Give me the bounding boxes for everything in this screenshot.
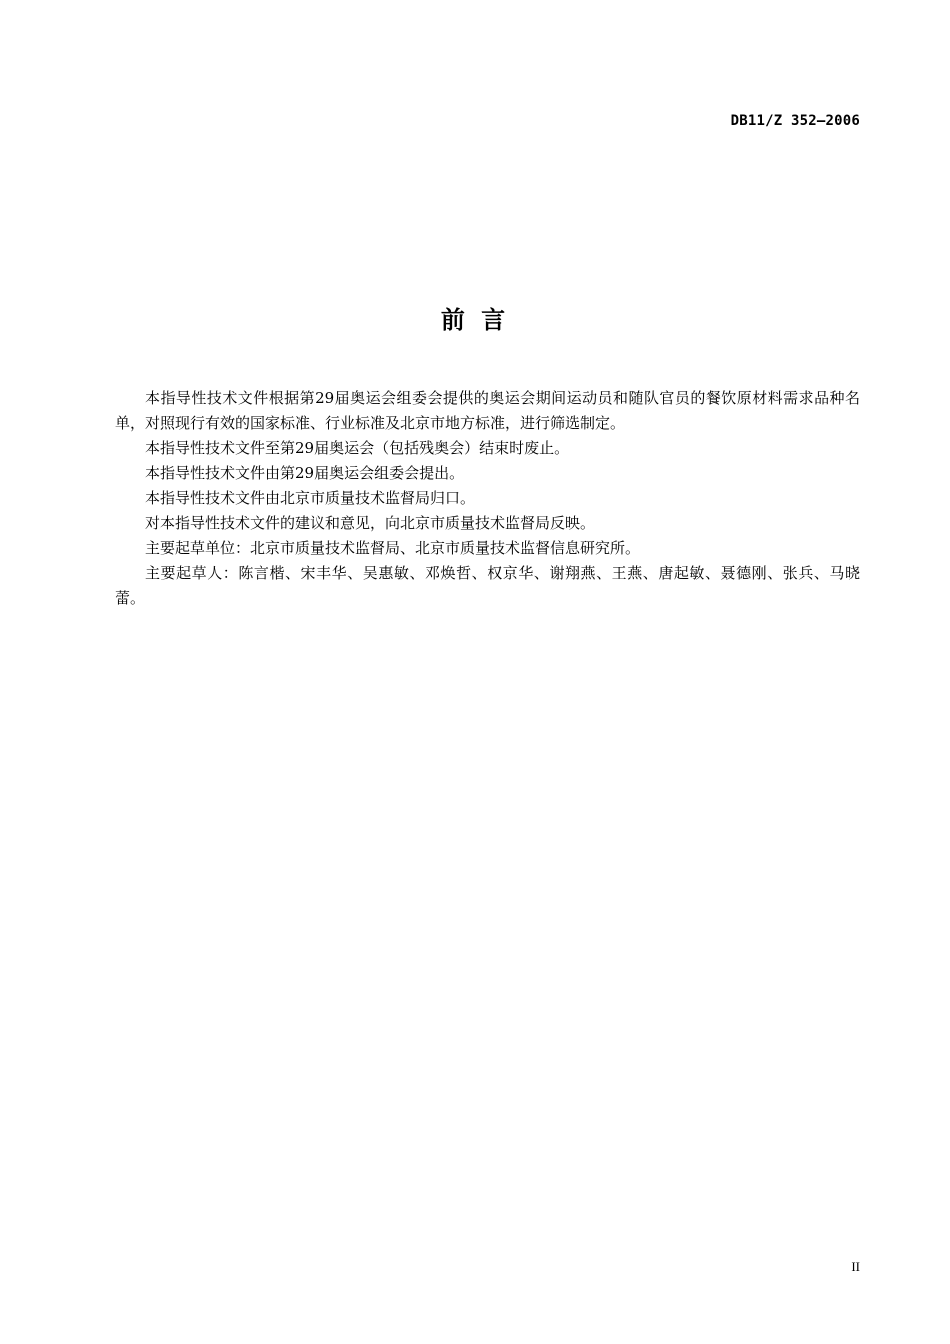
page-number: II	[851, 1259, 860, 1274]
page-title: 前 言	[440, 306, 510, 334]
paragraph: 本指导性技术文件至第29届奥运会（包括残奥会）结束时废止。	[145, 439, 570, 457]
paragraph: 对本指导性技术文件的建议和意见，向北京市质量技术监督局反映。	[145, 514, 596, 532]
paragraph: 本指导性技术文件根据第29届奥运会组委会提供的奥运会期间运动员和随队官员的餐饮原材料需求品种名单，对照现行有效的国家标准、行业标准及北京市地方标准，进行筛选制定。	[115, 389, 860, 432]
preface-body	[115, 386, 860, 611]
paragraph: 本指导性技术文件由第29届奥运会组委会提出。	[145, 464, 465, 482]
paragraph: 主要起草人：陈言楷、宋丰华、吴惠敏、邓焕哲、权京华、谢翔燕、王燕、唐起敏、聂德刚、张兵、马晓蕾。	[115, 564, 860, 607]
paragraph: 本指导性技术文件由北京市质量技术监督局归口。	[145, 489, 476, 507]
document-code: DB11/Z 352—2006	[730, 113, 860, 129]
paragraph: 主要起草单位：北京市质量技术监督局、北京市质量技术监督信息研究所。	[145, 539, 641, 557]
